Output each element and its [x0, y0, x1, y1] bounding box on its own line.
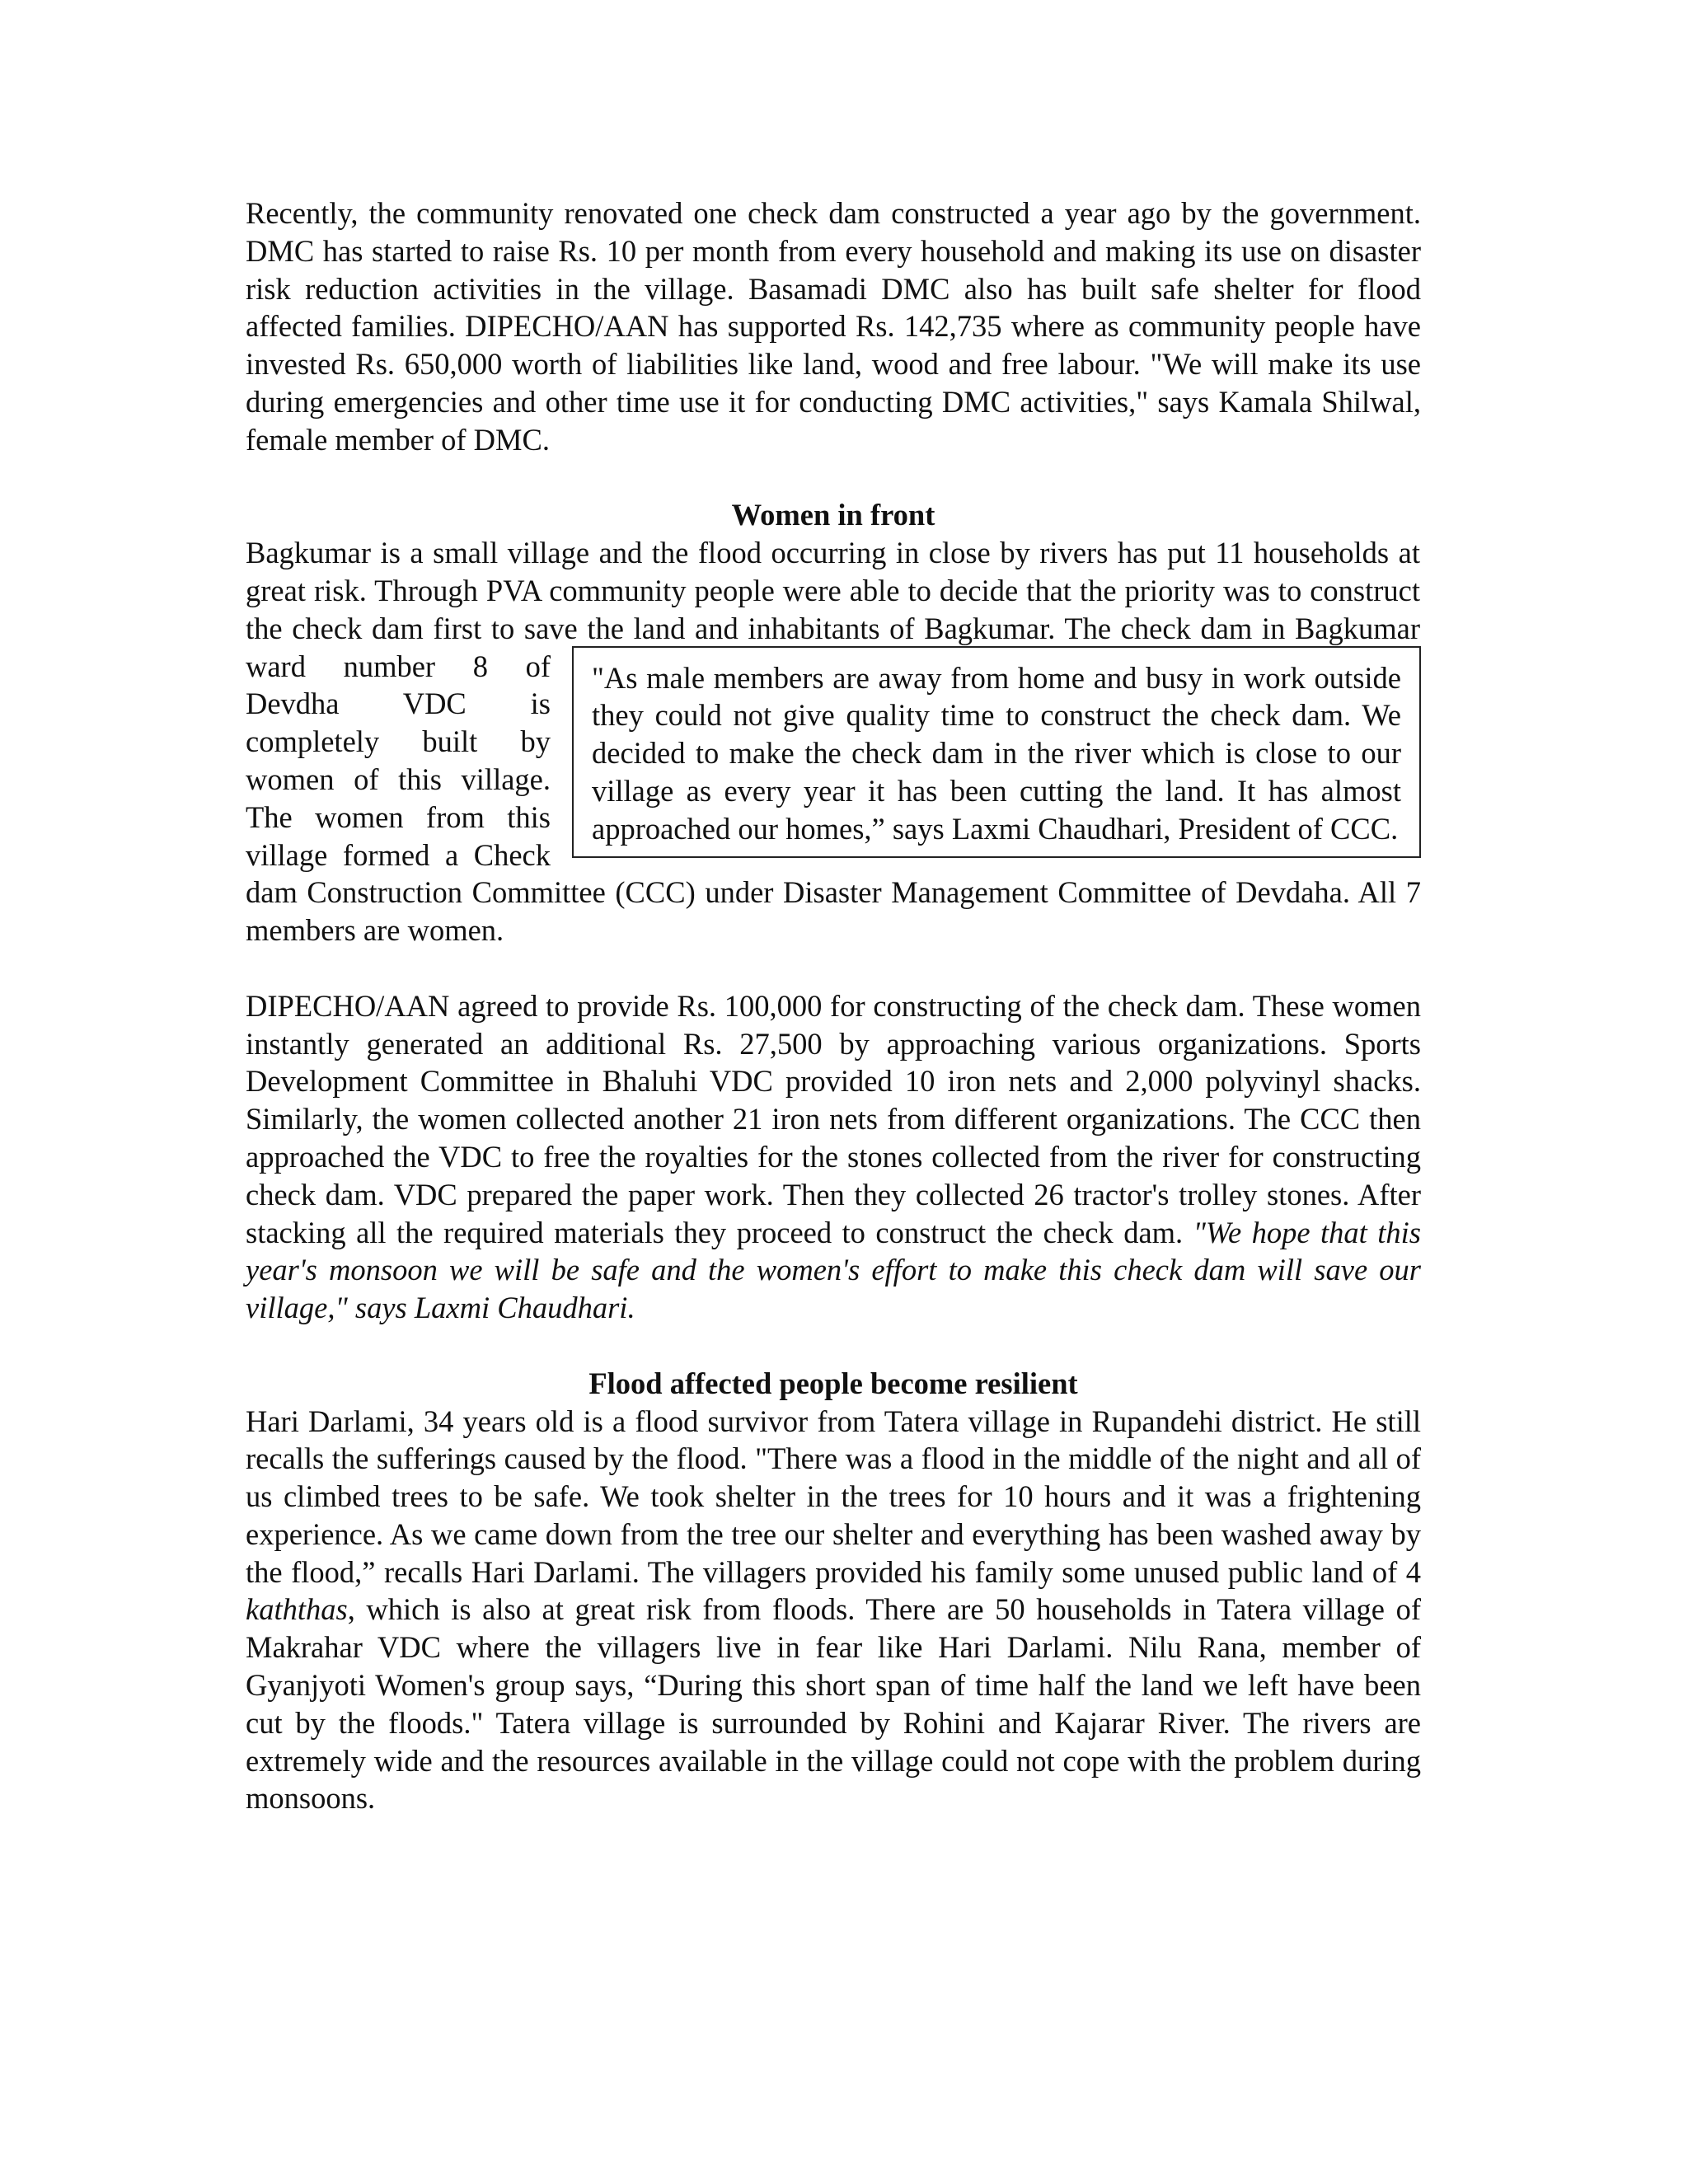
quote-laxmi-chaudhari: "As male members are away from home and busy in work outside they could not give quality time to construct the check dam. We decided to make the check dam in the river which is close to our village as every year it has been cutting the land. It has almost approached our homes,” says Laxmi Chaudhari, President of CCC.	[592, 660, 1401, 846]
quote-box	[572, 646, 1421, 858]
paragraph-hari-darlami	[246, 1403, 1421, 1818]
paragraph-dipecho-funding-text: DIPECHO/AAN agreed to provide Rs. 100,000 for constructing of the check dam. These women instantly generated an additional Rs. 27,500 by approaching various organizations. Sports Development Committee in Bhaluhi VDC provided 10 iron nets and 2,000 polyvinyl shacks. Similarly, the women collected another 21 iron nets from different organizations. The CCC then approached the VDC to free the royalties for the stones collected from the river for constructing check dam. VDC prepared the paper work. Then they collected 26 tractor's trolley stones. After stacking all the required materials they proceed to construct the check dam.	[246, 988, 1421, 1249]
paragraph-bagkumar-intro: Bagkumar is a small village and the flood occurring in close by rivers has put 11 households at great risk. Through PVA community people were able to decide that the priority was to construct the check dam first to save the land and inhabitants of Bagkumar. The check dam in Bagkumar ward number 8 of Devdha VDC is completely built by women of this village. The women from this village formed a Check dam Construction Committee (CCC) under Disaster Management Committee of Devdaha. All 7 members are women.	[246, 536, 1421, 948]
paragraph-check-dam-renovation: Recently, the community renovated one check dam constructed a year ago by the government. DMC has started to raise Rs. 10 per month from every household and making its use on disaster risk reduction activities in the village. Basamadi DMC also has built safe shelter for flood affected families. DIPECHO/AAN has supported Rs. 142,735 where as community people have invested Rs. 650,000 worth of liabilities like land, wood and free labour. "We will make its use during emergencies and other time use it for conducting DMC activities," says Kamala Shilwal, female member of DMC.	[246, 196, 1421, 457]
paragraph-hari-darlami-part1: Hari Darlami, 34 years old is a flood survivor from Tatera village in Rupandehi district. He still recalls the sufferings caused by the flood. "There was a flood in the middle of the night and all of us climbed trees to be safe. We took shelter in the trees for 10 hours and it was a frightening experience. As we came down from the tree our shelter and everything has been washed away by the flood,” recalls Hari Darlami. The villagers provided his family some unused public land of 4	[246, 1404, 1421, 1589]
paragraph-spacer	[246, 949, 1421, 987]
document-page	[246, 194, 1421, 1817]
paragraph-spacer	[246, 459, 1421, 497]
paragraph-dipecho-funding	[246, 987, 1421, 1327]
paragraph-spacer	[246, 1327, 1421, 1365]
float-spacer	[1420, 534, 1421, 647]
heading-flood-affected-resilient: Flood affected people become resilient	[588, 1366, 1078, 1400]
quote-laxmi-hope: "We hope that this year's monsoon we will be safe and the women's effort to make this check dam will save our village," says Laxmi Chaudhari.	[246, 1215, 1421, 1325]
women-in-front-body	[246, 534, 1421, 949]
paragraph-hari-darlami-part2: , which is also at great risk from floods. There are 50 households in Tatera village of Makrahar VDC where the villagers live in fear like Hari Darlami. Nilu Rana, member of Gyanjyoti Women's group says, “During this short span of time half the land we left have been cut by the floods." Tatera village is surrounded by Rohini and Kajarar River. The rivers are extremely wide and the resources available in the village could not cope with the problem during monsoons.	[246, 1592, 1421, 1816]
term-kaththas: kaththas	[246, 1592, 348, 1627]
heading-women-in-front: Women in front	[731, 498, 935, 532]
